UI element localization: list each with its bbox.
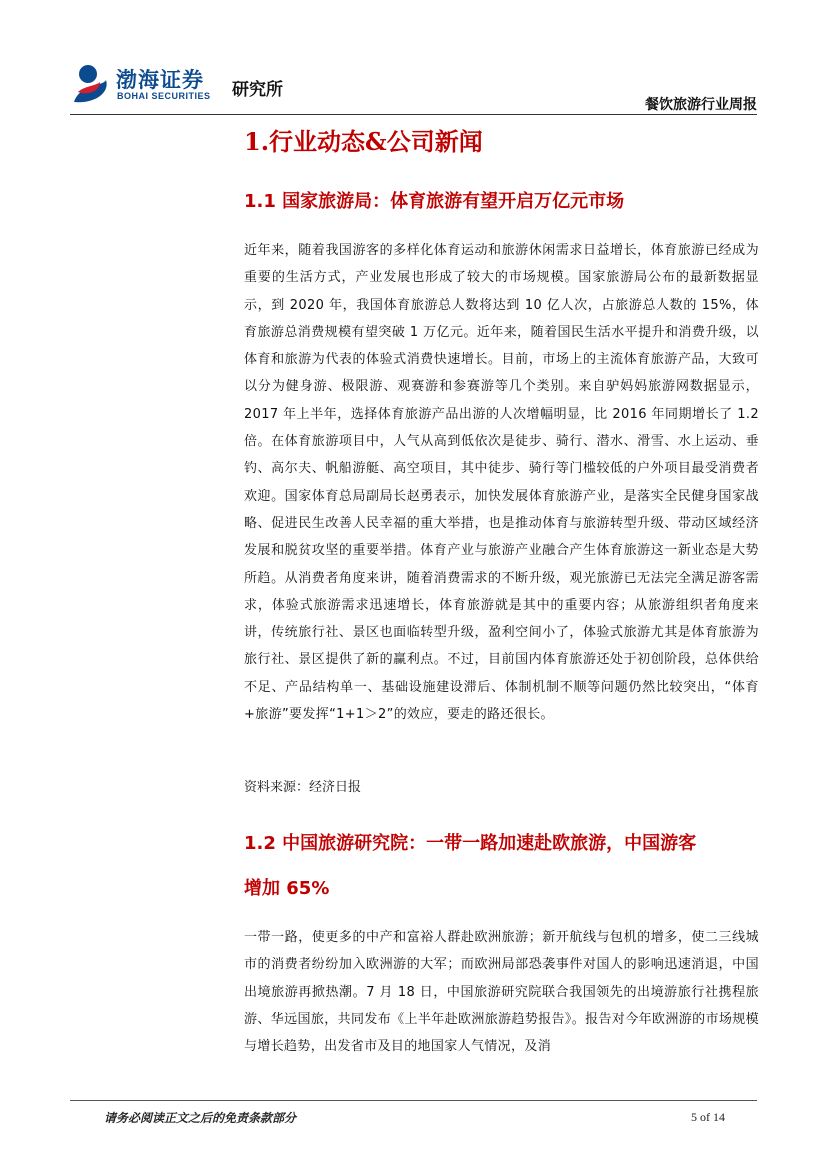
footer-divider bbox=[70, 1100, 757, 1101]
report-type: 餐饮旅游行业周报 bbox=[645, 97, 757, 113]
logo-en-text: BOHAI SECURITIES bbox=[117, 91, 211, 101]
article1-source: 资料来源：经济日报 bbox=[244, 780, 362, 795]
article1-title: 1.1 国家旅游局：体育旅游有望开启万亿元市场 bbox=[244, 191, 625, 212]
page-number: 5 of 14 bbox=[691, 1110, 725, 1124]
article2-title-line2: 增加 65% bbox=[244, 878, 330, 899]
footer-disclaimer: 请务必阅读正文之后的免责条款部分 bbox=[104, 1111, 297, 1125]
bohai-logo-icon bbox=[70, 62, 110, 104]
bohai-logo bbox=[70, 62, 300, 108]
article2-body: 一带一路，使更多的中产和富裕人群赴欧洲旅游；新开航线与包机的增多，使二三线城市的消费者纷纷加入欧洲游的大军；而欧洲局部恐袭事件对国人的影响迅速消退，中国出境旅游再掀热潮。7 月 18 日，中国旅游研究院联合我国领先的出境游旅行社携程旅游、华远国旅，共同发布《上半年赴欧洲旅游趋势报告》。报告对今年欧洲游的市场规模与增长趋势，出发省市及目的地国家人气情况，及消 bbox=[244, 930, 759, 1055]
logo-sub-text: 研究所 bbox=[232, 80, 283, 100]
header-divider bbox=[70, 114, 757, 115]
logo-cn-text: 渤海证券 bbox=[116, 68, 204, 92]
section-title: 1.行业动态&公司新闻 bbox=[244, 127, 483, 156]
article2-title-line1: 1.2 中国旅游研究院：一带一路加速赴欧旅游，中国游客 bbox=[244, 833, 697, 854]
article1-body: 近年来，随着我国游客的多样化体育运动和旅游休闲需求日益增长，体育旅游已经成为重要的生活方式，产业发展也形成了较大的市场规模。国家旅游局公布的最新数据显示，到 2020 年，我国体育旅游总人数将达到 10 亿人次，占旅游总人数的 15%，体育旅游总消费规模有望突破 1 万亿元。近年来，随着国民生活水平提升和消费升级，以体育和旅游为代表的体验式消费快速增长。目前，市场上的主流体育旅游产品，大致可以分为健身游、极限游、观赛游和参赛游等几个类别。来自驴妈妈旅游网数据显示，2017 年上半年，选择体育旅游产品出游的人次增幅明显，比 2016 年同期增长了 1.2 倍。在体育旅游项目中，人气从高到低依次是徒步、骑行、潜水、滑雪、水上运动、垂钓、高尔夫、帆船游艇、高空项目，其中徒步、骑行等门槛较低的户外项目最受消费者欢迎。国家体育总局副局长赵勇表示，加快发展体育旅游产业，是落实全民健身国家战略、促进民生改善人民幸福的重大举措，也是推动体育与旅游转型升级、带动区域经济发展和脱贫攻坚的重要举措。体育产业与旅游产业融合产生体育旅游这一新业态是大势所趋。从消费者角度来讲，随着消费需求的不断升级，观光旅游已无法完全满足游客需求，体验式旅游需求迅速增长，体育旅游就是其中的重要内容；从旅游组织者角度来讲，传统旅行社、景区也面临转型升级，盈利空间小了，体验式旅游尤其是体育旅游为旅行社、景区提供了新的赢利点。不过，目前国内体育旅游还处于初创阶段，总体供给不足、产品结构单一、基础设施建设滞后、体制机制不顺等问题仍然比较突出，“体育+旅游”要发挥“1+1＞2”的效应，要走的路还很长。 bbox=[244, 243, 759, 723]
